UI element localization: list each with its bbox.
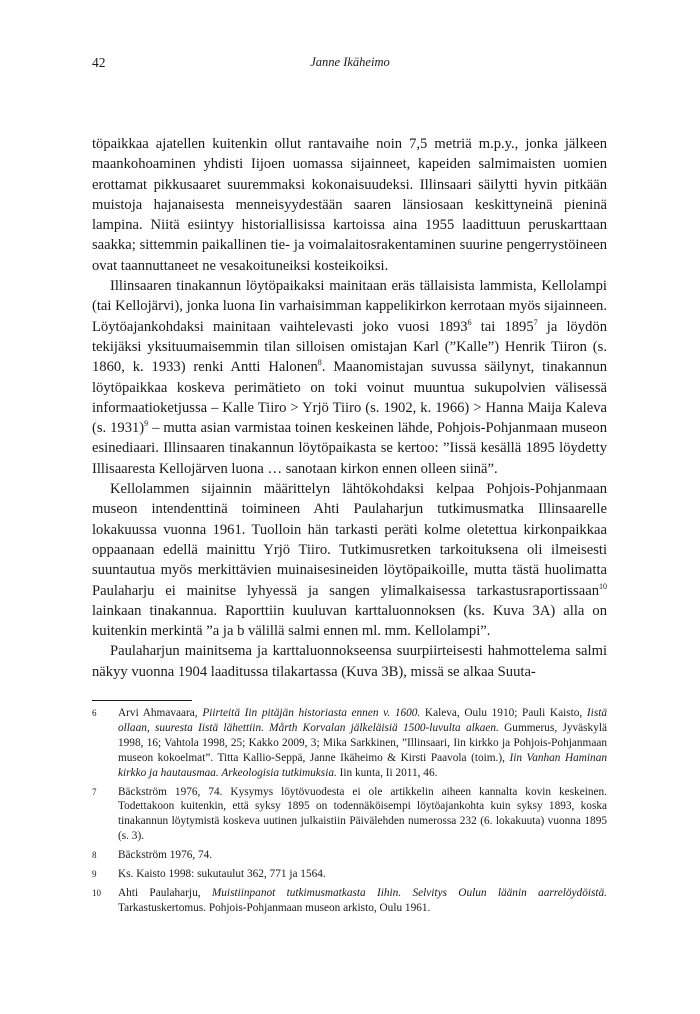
text-run: Bäckström 1976, 74. xyxy=(118,849,213,862)
text-run: Illinsaaren tinakannun löytöpaikaksi mainitaan eräs tällaisista lammista, Kellolampi (tai Kellojärvi), jonka luona Iin varhaisimman kappelikirkon kerrotaan myös sijainneen. Löytöajankohdaksi mainitaan vaihtelevasti joko vuosi 1893 xyxy=(92,278,607,335)
text-run: Kellolammen sijainnin määrittelyn lähtökohdaksi kelpaa Pohjois-Pohjanmaan museon intendenttinä toimineen Ahti Paulaharjun tutkimusmatka Illinsaarelle lokakuussa vuonna 1961. Tuolloin hän tarkasti peräti kolme oletettua kirkonpaikkaa oppaanaan edellä mainittu Yrjö Tiiro. Tutkimusretken tarkoituksena oli ilmeisesti suuntautua myös merkittävien muinaisesineiden löytöpaikoille, mutta tästä huolimatta Paulaharju ei mainitse lyhyessä ja sangen ylimalkaisessa tarkastusraportissaan xyxy=(92,481,607,599)
footnote-reference: 9 xyxy=(144,419,149,429)
footnote-text xyxy=(118,785,607,845)
paragraph xyxy=(92,134,607,276)
footnote-text xyxy=(118,706,607,781)
paragraph xyxy=(92,641,607,682)
footnote-number: 10 xyxy=(92,887,101,898)
italic-title: Piirteitä Iin pitäjän historiasta ennen v. 1600. xyxy=(202,707,421,719)
footnote xyxy=(92,867,607,882)
footnote-number: 8 xyxy=(92,850,97,861)
footnote-reference: 8 xyxy=(317,358,322,368)
text-run: töpaikkaa ajatellen kuitenkin ollut rantavaihe noin 7,5 metriä m.p.y., jonka jälkeen maankohoaminen yhdisti Iijoen uomassa sijainneet, kapeiden salmimaisten uomien erottamat pikkusaaret suuremmaksi kokonaisuudeksi. Illinsaari säilytti hyvin pitkään muistoja hajanaisesta menneisyydestään saaren länsiosaan keskittyneinä pieninä lampina. Niitä esiintyy historiallisissa kartoissa aina 1955 laadittuun peruskarttaan saakka; sittemmin paikallinen tie- ja voimalaitosrakentaminen suurine pengerrystöineen ovat taannuttaneet ne vesakoituneiksi kosteikoiksi. xyxy=(92,136,607,274)
footnote xyxy=(92,785,607,845)
running-head-author: Janne Ikäheimo xyxy=(310,55,390,69)
footnote xyxy=(92,706,607,781)
running-head xyxy=(92,55,608,75)
footnote-reference: 7 xyxy=(533,317,538,327)
italic-title: Muistiinpanot tutkimusmatkasta Iihin. Selvitys Oulun läänin aarrelöydöistä. xyxy=(211,886,607,899)
text-run: . Maanomistajan suvussa säilynyt, tinakannun löytöpaikkaa koskeva perimätieto on toki voinut muuntua sukupolvien välisessä informaatioketjussa – Kalle Tiiro > Yrjö Tiiro (s. 1902, k. 1966) > Hanna Maija Kaleva (s. 1931) xyxy=(92,359,607,437)
footnote xyxy=(92,886,607,916)
footnote-reference: 6 xyxy=(467,317,472,327)
text-run: tai 1895 xyxy=(471,318,534,335)
page-number: 42 xyxy=(92,55,106,70)
paragraph xyxy=(92,479,607,641)
text-run: Paulaharjun mainitsema ja karttaluonnokseensa suurpiirteisesti hahmottelema salmi näkyy vuonna 1904 laaditussa tilakartassa (Kuva 3B), missä se alkaa Suuta- xyxy=(92,643,607,680)
text-run: – mutta asian varmistaa toinen keskeinen lähde, Pohjois-Pohjanmaan museon esinediaari. Illinsaaren tinakannun löytöpaikasta se kertoo: ”Iissä kesällä 1895 löydetty Illisaaresta Kellojärven luona … sanotaan kirkon ennen olleen siinä”. xyxy=(92,420,607,477)
footnote-text xyxy=(118,886,607,916)
text-run: Tarkastuskertomus. Pohjois-Pohjanmaan museon arkisto, Oulu 1961. xyxy=(118,901,431,914)
paragraph xyxy=(92,276,607,479)
footnote xyxy=(92,848,607,863)
footnote-number: 7 xyxy=(92,786,97,797)
text-run: Iin kunta, Ii 2011, 46. xyxy=(336,766,438,779)
text-run: Ks. Kaisto 1998: sukutaulut 362, 771 ja 1564. xyxy=(118,868,326,881)
text-run: Kaleva, Oulu 1910; Pauli Kaisto, xyxy=(420,707,587,719)
body-text xyxy=(92,134,607,682)
text-run: lainkaan tinakannua. Raporttiin kuuluvan karttaluonnoksen (ks. Kuva 3A) alla on kuitenkin merkintä ”a ja b välillä salmi ennen ml. mm. Kellolampi”. xyxy=(92,602,607,640)
text-run: ja löydön tekijäksi yksituumaisemmin tilan silloisen omistajan Karl (”Kalle”) Henrik Tiiron (s. 1860, k. 1933) renki Antti Halonen xyxy=(92,318,607,376)
footnote-reference: 10 xyxy=(599,581,607,591)
text-run: Bäckström 1976, 74. Kysymys löytövuodesta ei ole artikkelin aiheen kannalta kovin keskeinen. Todettakoon kuitenkin, että syksy 1895 on todennäköisempi löytöajankohta kuin syksy 1893, koska tinakannun löytymistä koskeva uutinen julkaistiin Päivälehden numerossa 232 (6. lokakuuta) vuonna 1895 (s. 3). xyxy=(118,785,607,843)
text-run: Arvi Ahmavaara, xyxy=(118,707,203,719)
italic-title: Iin Vanhan Haminan kirkko ja hautausmaa. Arkeologisia tutkimuksia. xyxy=(118,751,607,779)
text-run: Ahti Paulaharju, xyxy=(118,886,212,899)
footnote-number: 6 xyxy=(92,708,97,718)
footnote-divider xyxy=(92,700,192,701)
footnote-text xyxy=(118,848,607,863)
footnote-text xyxy=(118,867,607,882)
footnotes xyxy=(92,706,607,920)
italic-title: Iistä ollaan, suuresta Iistä lähettiin. Mårth Korvalan jälkeläisiä 1500-luvulta alkaen. xyxy=(118,707,608,734)
text-run: Gummerus, Jyväskylä 1998, 16; Vahtola 1998, 25; Kakko 2009, 3; Mika Sarkkinen, ”Illinsaari, Iin kirkko ja Pohjois-Pohjanmaan museon kokoelmat”. Titta Kallio-Seppä, Janne Ikäheimo & Kirsti Paavola (toim.), xyxy=(118,721,607,764)
footnote-number: 9 xyxy=(92,869,97,880)
